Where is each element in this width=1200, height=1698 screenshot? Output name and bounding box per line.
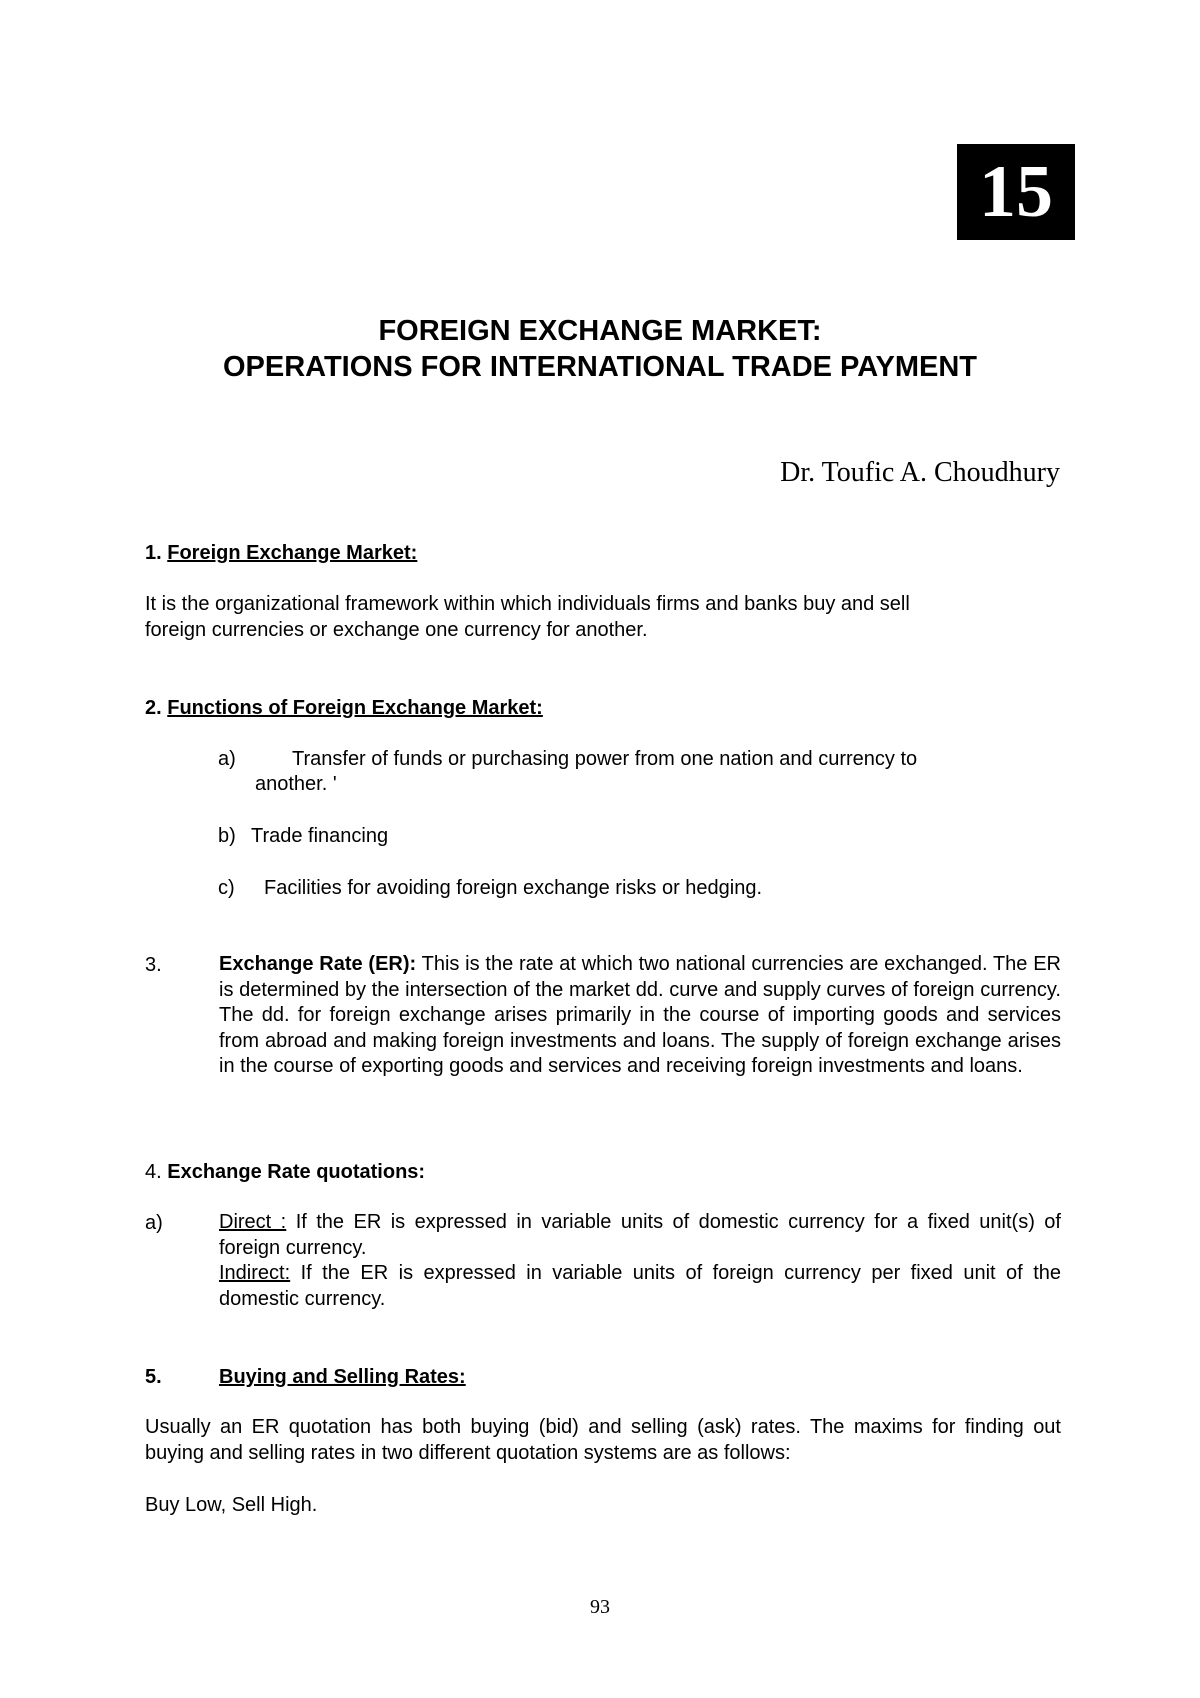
direct-label: Direct : bbox=[219, 1211, 287, 1233]
indirect-text: If the ER is expressed in variable units of foreign currency per fixed unit of the domestic currency. bbox=[219, 1262, 1061, 1310]
section-3-paragraph bbox=[219, 952, 1061, 1080]
section-3-number: 3. bbox=[145, 954, 162, 976]
page-number: 93 bbox=[590, 1596, 610, 1618]
section-4-item-a-label: a) bbox=[145, 1212, 163, 1234]
section-2-title: Functions of Foreign Exchange Market: bbox=[167, 697, 543, 719]
section-4-title: Exchange Rate quotations: bbox=[167, 1161, 426, 1183]
title-line-2: OPERATIONS FOR INTERNATIONAL TRADE PAYMENT bbox=[222, 351, 978, 383]
page-title bbox=[0, 313, 1200, 385]
section-1-body-line-1: It is the organizational framework within which individuals firms and banks buy and sell bbox=[145, 593, 910, 615]
section-5-maxim: Buy Low, Sell High. bbox=[145, 1494, 318, 1516]
section-2-item-b-label: b) bbox=[218, 825, 236, 847]
section-2-item-c-label: c) bbox=[218, 877, 235, 899]
section-3-body: This is the rate at which two national currencies are exchanged. The ER is determined by the intersection of the market dd. curve and supply curves of foreign currency. The dd. for foreign exchange arises primarily in the course of importing goods and services from abroad and making foreign investments and loans. The supply of foreign exchange arises in the course of exporting goods and services and receiving foreign investments and loans. bbox=[219, 953, 1061, 1078]
section-5-number: 5. bbox=[145, 1366, 162, 1388]
section-3-heading: Exchange Rate (ER): bbox=[219, 953, 417, 975]
section-1-heading bbox=[145, 540, 417, 566]
section-5-heading: Buying and Selling Rates: bbox=[219, 1366, 466, 1388]
section-2-number: 2. bbox=[145, 697, 162, 719]
chapter-number-badge: 15 bbox=[957, 144, 1075, 240]
section-4-heading bbox=[145, 1159, 425, 1185]
section-1-body-line-2: foreign currencies or exchange one currency for another. bbox=[145, 619, 648, 641]
section-2-item-a-line-2: another. ' bbox=[255, 773, 337, 795]
title-line-1: FOREIGN EXCHANGE MARKET: bbox=[378, 315, 822, 347]
section-2-item-a-line-1: Transfer of funds or purchasing power from one nation and currency to bbox=[292, 748, 918, 770]
section-5-body: Usually an ER quotation has both buying (bid) and selling (ask) rates. The maxims for finding out buying and selling rates in two different quotation systems are as follows: bbox=[145, 1416, 1061, 1464]
section-2-heading bbox=[145, 695, 543, 721]
section-4-indirect-paragraph bbox=[219, 1261, 1061, 1312]
section-4-number: 4. bbox=[145, 1161, 162, 1183]
section-2-item-a-label: a) bbox=[218, 748, 236, 770]
section-1-title: Foreign Exchange Market: bbox=[167, 542, 418, 564]
direct-text: If the ER is expressed in variable units of domestic currency for a fixed unit(s) of foreign currency. bbox=[219, 1211, 1061, 1259]
indirect-label: Indirect: bbox=[219, 1262, 291, 1284]
section-4-direct-paragraph bbox=[219, 1210, 1061, 1261]
section-2-item-c-text: Facilities for avoiding foreign exchange risks or hedging. bbox=[264, 877, 763, 899]
section-1-number: 1. bbox=[145, 542, 162, 564]
author-name: Dr. Toufic A. Choudhury bbox=[780, 457, 1060, 488]
section-2-item-b-text: Trade financing bbox=[251, 825, 389, 847]
